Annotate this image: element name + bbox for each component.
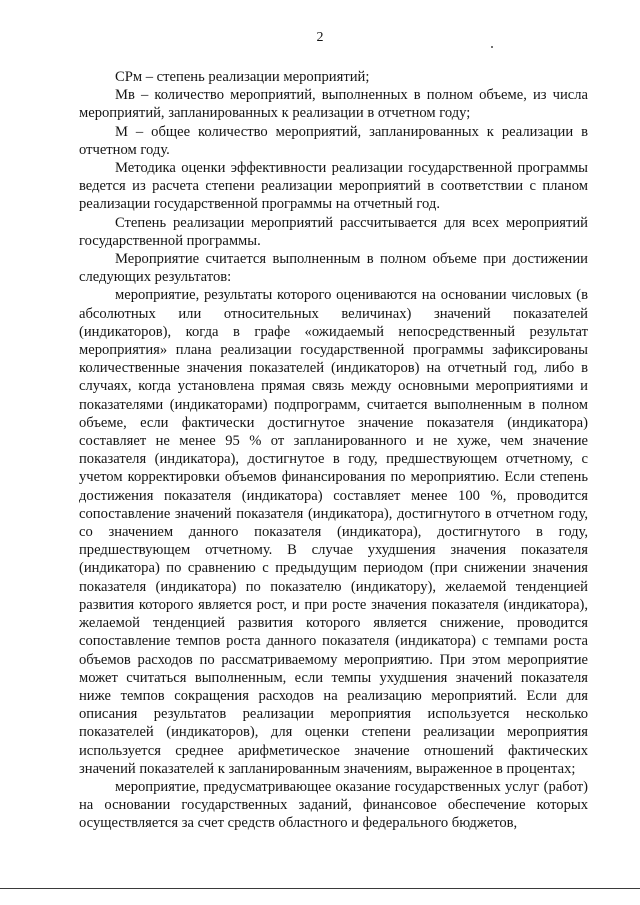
paragraph-mv-definition: Мв – количество мероприятий, выполненных в полном объеме, из числа мероприятий, запланированных к реализации в отчетном году; [79, 87, 588, 122]
page-number: 2 [316, 30, 324, 45]
page-bottom-rule [0, 888, 640, 889]
paragraph-srm-definition: СРм – степень реализации мероприятий; [115, 69, 370, 85]
paragraph-m-definition: М – общее количество мероприятий, запланированных к реализации в отчетном году. [79, 123, 588, 158]
paragraph-degree-calculation: Степень реализации мероприятий рассчитывается для всех мероприятий государственной программы. [79, 214, 588, 249]
scan-speck [491, 46, 493, 48]
document-body [79, 68, 588, 833]
paragraph-numeric-indicators: мероприятие, результаты которого оцениваются на основании числовых (в абсолютных или относительных величинах) значений показателей (индикаторов), когда в графе «ожидаемый непосредственный результат мероприятия» плана реализации государственной программы зафиксированы количественные значения показателей (индикаторов) на отчетный год, либо в случаях, когда установлена прямая связь между основными мероприятиями и показателями (индикаторами) подпрограмм, считается выполненным в полном объеме, если фактически достигнутое значение показателя (индикатора) составляет не менее 95 % от запланированного и не хуже, чем значение показателя (индикатора), достигнутое в году, предшествующем отчетному, с учетом корректировки объемов финансирования по мероприятию. Если степень достижения показателя (индикатора) составляет менее 100 %, проводится сопоставление значений показателя (индикатора), достигнутого в отчетном году, со значением данного показателя (индикатора), достигнутого в году, предшествующем отчетному. В случае ухудшения значения показателя (индикатора) по сравнению с предыдущим периодом (при снижении значения показателя (индикатора) по показателю (индикатору), желаемой тенденцией развития которого является рост, и при росте значения показателя (индикатора), желаемой тенденцией развития которого является снижение, проводится сопоставление темпов роста данного показателя (индикатора) с темпами роста объемов расходов по рассматриваемому мероприятию. При этом мероприятие может считаться выполненным, если темпы ухудшения значений показателя ниже темпов сокращения расходов на реализацию мероприятий. Если для описания результатов реализации мероприятия используется несколько показателей (индикаторов), для оценки степени реализации мероприятия используется среднее арифметическое значение отношений фактических значений показателей к запланированным значениям, выраженное в процентах; [79, 287, 588, 777]
paragraph-full-completion-criteria: Мероприятие считается выполненным в полном объеме при достижении следующих результатов: [79, 251, 588, 286]
paragraph-state-services: мероприятие, предусматривающее оказание государственных услуг (работ) на основании государственных заданий, финансовое обеспечение которых осуществляется за счет средств областного и федерального бюджетов, [79, 778, 588, 832]
paragraph-methodology: Методика оценки эффективности реализации государственной программы ведется из расчета степени реализации мероприятий в соответствии с планом реализации государственной программы на отчетный год. [79, 160, 588, 213]
